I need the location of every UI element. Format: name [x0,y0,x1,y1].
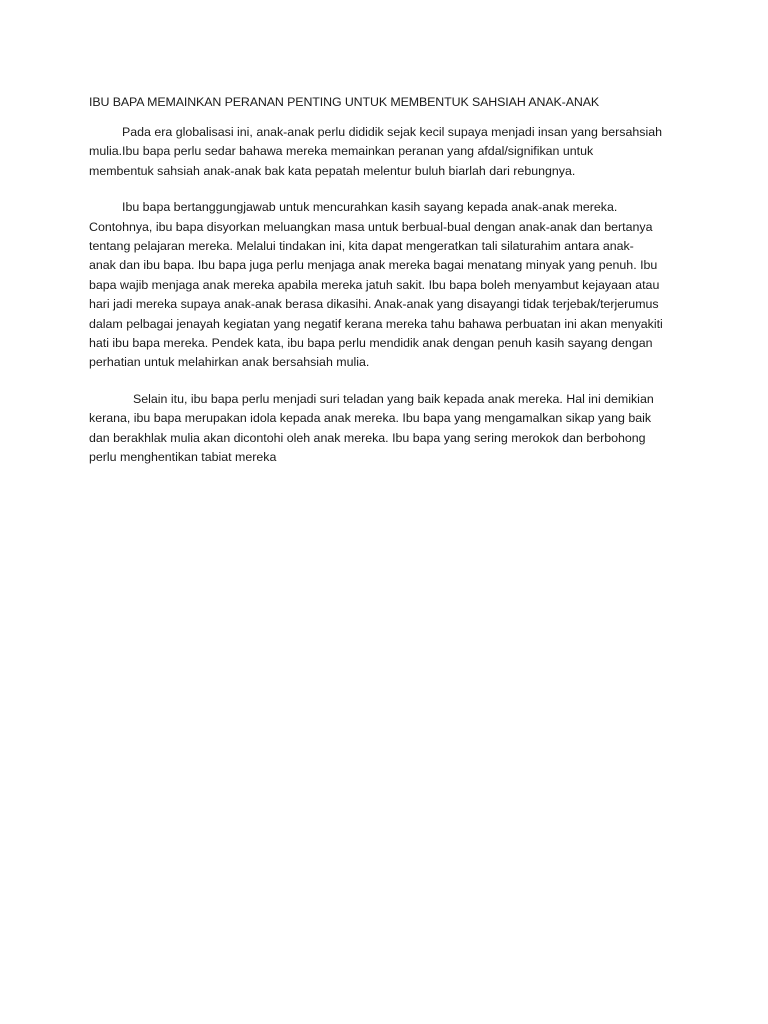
paragraph-1 [89,123,697,181]
paragraph-line: Selain itu, ibu bapa perlu menjadi suri teladan yang baik kepada anak mereka. Hal ini demikian [133,391,654,406]
paragraph-line: bapa wajib menjaga anak mereka apabila mereka jatuh sakit. Ibu bapa boleh menyambut kejayaan atau [89,277,660,292]
paragraph-line: membentuk sahsiah anak-anak bak kata pepatah melentur buluh biarlah dari rebungnya. [89,163,576,178]
document-title: IBU BAPA MEMAINKAN PERANAN PENTING UNTUK MEMBENTUK SAHSIAH ANAK-ANAK [89,95,600,109]
paragraph-line: hari jadi mereka supaya anak-anak berasa dikasihi. Anak-anak yang disayangi tidak terjebak/terjerumus [89,297,659,312]
document-body [89,93,697,485]
paragraph-line: tentang pelajaran mereka. Melalui tindakan ini, kita dapat mengeratkan tali silaturahim antara anak- [89,239,634,254]
paragraph-line: kerana, ibu bapa merupakan idola kepada anak mereka. Ibu bapa yang mengamalkan sikap yang baik [89,411,652,426]
paragraph-line: Contohnya, ibu bapa disyorkan meluangkan masa untuk berbual-bual dengan anak-anak dan bertanya [89,219,653,234]
paragraph-line: anak dan ibu bapa. Ibu bapa juga perlu menjaga anak mereka bagai menatang minyak yang penuh. Ibu [89,258,658,273]
paragraph-line: Pada era globalisasi ini, anak-anak perlu dididik sejak kecil supaya menjadi insan yang bersahsiah [122,125,663,139]
paragraph-line: dan berakhlak mulia akan dicontohi oleh anak mereka. Ibu bapa yang sering merokok dan berbohong [89,430,646,445]
paragraph-2 [89,198,697,373]
paragraph-line: Ibu bapa bertanggungjawab untuk mencurahkan kasih sayang kepada anak-anak mereka. [122,200,618,215]
paragraph-line: dalam pelbagai jenayah kegiatan yang negatif kerana mereka tahu bahawa perbuatan ini akan menyakiti [89,316,663,331]
paragraph-line: perlu menghentikan tabiat mereka [89,450,277,465]
paragraph-line: perhatian untuk melahirkan anak bersahsiah mulia. [89,355,370,370]
paragraph-line: mulia.Ibu bapa perlu sedar bahawa mereka memainkan peranan yang afdal/signifikan untuk [89,144,594,159]
paragraph-3 [89,390,697,468]
paragraph-line: hati ibu bapa mereka. Pendek kata, ibu bapa perlu mendidik anak dengan penuh kasih sayang dengan [89,336,653,351]
